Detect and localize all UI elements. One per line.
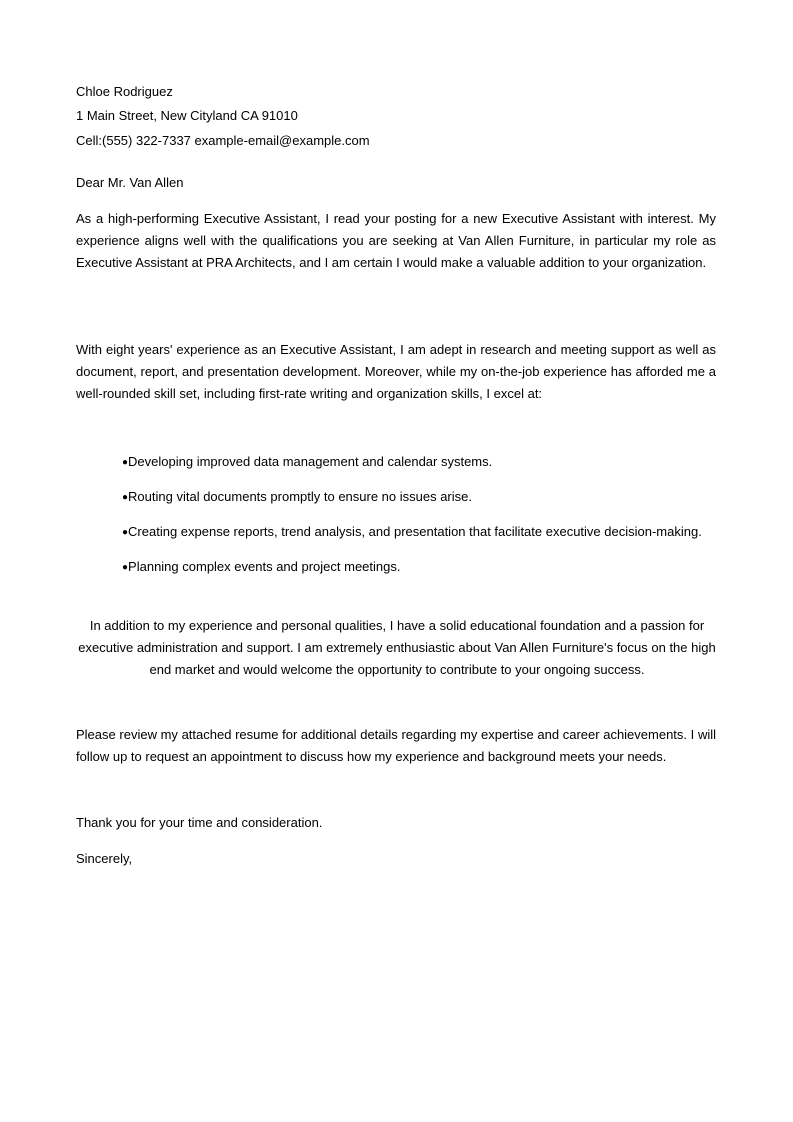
bullet-text: Routing vital documents promptly to ensure no issues arise. bbox=[128, 489, 472, 504]
sender-address: 1 Main Street, New Cityland CA 91010 bbox=[76, 108, 298, 123]
bullet-item bbox=[122, 489, 472, 506]
bullet-dot-icon: ● bbox=[122, 527, 129, 538]
bullet-item bbox=[122, 559, 400, 576]
sender-contact: Cell:(555) 322-7337 example-email@example.com bbox=[76, 133, 370, 148]
paragraph-education: In addition to my experience and personal qualities, I have a solid educational foundation and a passion for executive administration and support. I am extremely enthusiastic about Van Allen Furniture's focus on the high end market and would welcome the opportunity to contribute to your ongoing success. bbox=[78, 618, 716, 677]
paragraph-intro: As a high-performing Executive Assistant, I read your posting for a new Executive Assistant with interest. My experience aligns well with the qualifications you are seeking at Van Allen Furniture, in particular my role as Executive Assistant at PRA Architects, and I am certain I would make a valuable addition to your organization. bbox=[76, 211, 716, 270]
bullet-item bbox=[122, 454, 492, 471]
salutation: Dear Mr. Van Allen bbox=[76, 175, 184, 190]
paragraph-follow-up: Please review my attached resume for additional details regarding my expertise and career achievements. I will follow up to request an appointment to discuss how my experience and background meets your needs. bbox=[76, 727, 716, 764]
bullet-dot-icon: ● bbox=[122, 457, 129, 468]
bullet-text: Planning complex events and project meetings. bbox=[128, 559, 401, 574]
paragraph-experience: With eight years' experience as an Executive Assistant, I am adept in research and meeting support as well as document, report, and presentation development. Moreover, while my on-the-job experience has afforded me a well-rounded skill set, including first-rate writing and organization skills, I excel at: bbox=[76, 342, 716, 401]
bullet-text: Developing improved data management and calendar systems. bbox=[128, 454, 493, 469]
closing-thanks: Thank you for your time and consideration. bbox=[76, 815, 323, 830]
sign-off: Sincerely, bbox=[76, 851, 133, 866]
bullet-text: Creating expense reports, trend analysis, and presentation that facilitate executive decision-making. bbox=[128, 524, 702, 539]
bullet-dot-icon: ● bbox=[122, 562, 129, 573]
bullet-item bbox=[122, 524, 702, 541]
sender-name: Chloe Rodriguez bbox=[76, 84, 173, 99]
bullet-dot-icon: ● bbox=[122, 492, 129, 503]
